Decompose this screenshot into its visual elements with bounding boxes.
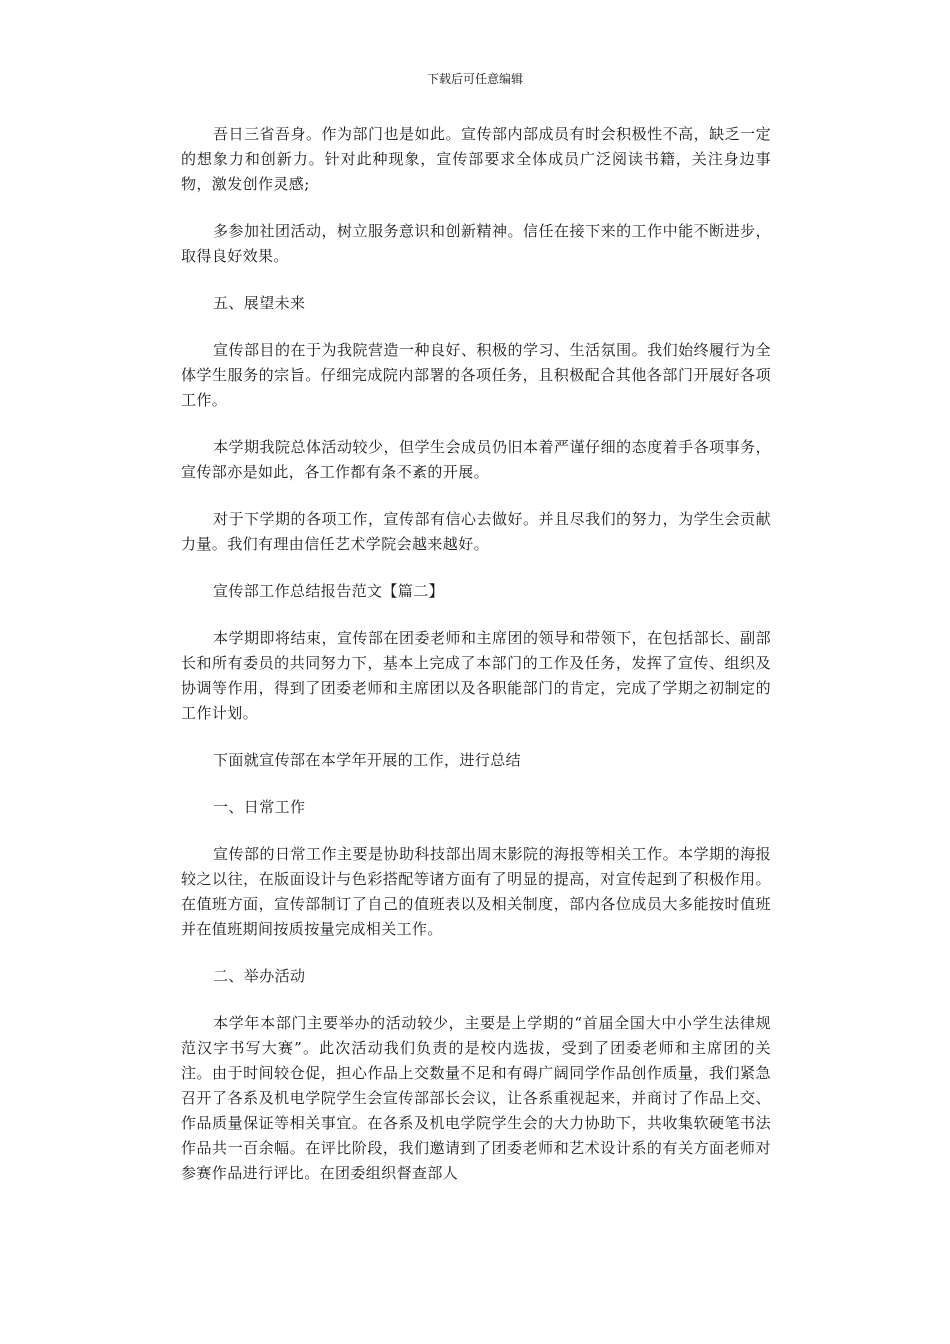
paragraph: 多参加社团活动，树立服务意识和创新精神。信任在接下来的工作中能不断进步，取得良好效果。 (181, 222, 771, 265)
paragraph: 对于下学期的各项工作，宣传部有信心去做好。并且尽我们的努力，为学生会贡献力量。我们有理由信任艺术学院会越来越好。 (181, 510, 771, 553)
page-header: 下载后可任意编辑 (426, 72, 523, 86)
section-heading: 二、举办活动 (213, 967, 306, 985)
paragraph: 本学期我院总体活动较少，但学生会成员仍旧本着严谨仔细的态度着手各项事务，宣传部亦是如此，各工作都有条不紊的开展。 (181, 438, 771, 481)
paragraph: 本学年本部门主要举办的活动较少，主要是上学期的“首届全国大中小学生法律规范汉字书写大赛”。此次活动我们负责的是校内选拔，受到了团委老师和主席团的关注。由于时间较仓促，担心作品上交数量不足和有碍广阔同学作品创作质量，我们紧急召开了各系及机电学院学生会宣传部部长会议，让各系重视起来，并商讨了作品上交、作品质量保证等相关事宜。在各系及机电学院学生会的大力协助下，共收集软硬笔书法作品共一百余幅。在评比阶段，我们邀请到了团委老师和艺术设计系的有关方面老师对参赛作品进行评比。在团委组织督查部人 (181, 1014, 771, 1182)
article-title: 宣传部工作总结报告范文【篇二】 (213, 582, 445, 600)
paragraph: 宣传部目的在于为我院营造一种良好、积极的学习、生活氛围。我们始终履行为全体学生服务的宗旨。仔细完成院内部署的各项任务，且积极配合其他各部门开展好各项工作。 (181, 341, 771, 409)
paragraph: 吾日三省吾身。作为部门也是如此。宣传部内部成员有时会积极性不高，缺乏一定的想象力和创新力。针对此种现象，宣传部要求全体成员广泛阅读书籍，关注身边事物，激发创作灵感; (181, 125, 771, 193)
paragraph: 下面就宣传部在本学年开展的工作，进行总结 (213, 751, 522, 769)
section-heading: 五、展望未来 (213, 294, 306, 312)
document-body (181, 122, 771, 1208)
paragraph: 宣传部的日常工作主要是协助科技部出周末影院的海报等相关工作。本学期的海报较之以往，在版面设计与色彩搭配等诸方面有了明显的提高，对宣传起到了积极作用。在值班方面，宣传部制订了自己的值班表以及相关制度，部内各位成员大多能按时值班并在值班期间按质按量完成相关工作。 (181, 845, 771, 938)
paragraph: 本学期即将结束，宣传部在团委老师和主席团的领导和带领下，在包括部长、副部长和所有委员的共同努力下，基本上完成了本部门的工作及任务，发挥了宣传、组织及协调等作用，得到了团委老师和主席团以及各职能部门的肯定，完成了学期之初制定的工作计划。 (181, 629, 771, 722)
section-heading: 一、日常工作 (213, 798, 306, 816)
